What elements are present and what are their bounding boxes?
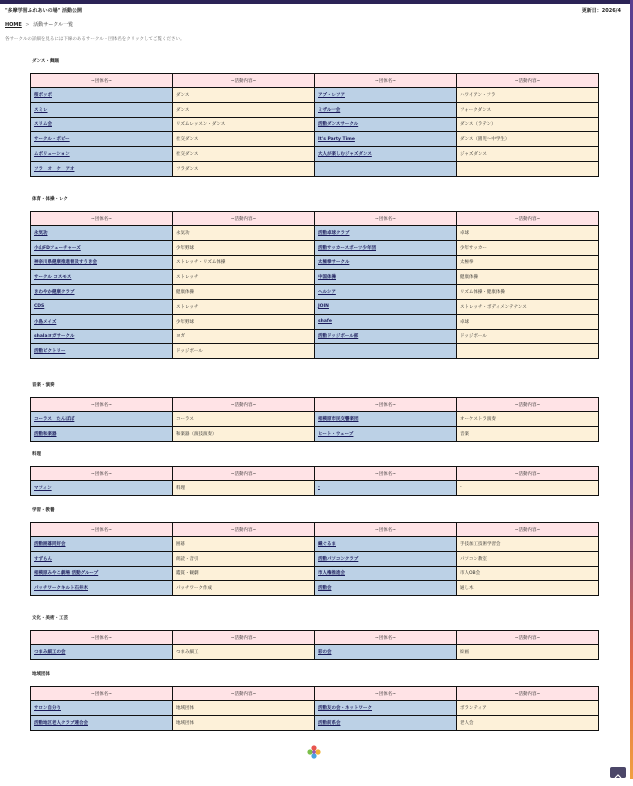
circle-name-cell	[315, 226, 457, 241]
activity-cell: 料理	[173, 481, 315, 496]
circle-name-cell	[315, 551, 457, 566]
circle-name-link[interactable]: 活動囲碁同好会	[34, 541, 66, 547]
circle-name-cell	[31, 270, 173, 285]
circle-name-cell	[315, 329, 457, 344]
circle-table	[30, 397, 599, 442]
column-header-name: ~団体名~	[31, 212, 173, 226]
circle-name-link[interactable]: 相模原みやこ劇場 活動グループ	[34, 571, 99, 577]
top-border	[0, 0, 633, 4]
activity-cell: 健康体操	[457, 270, 599, 285]
activity-cell: コーラス	[173, 412, 315, 427]
circle-name-link[interactable]: すずらん	[34, 556, 53, 562]
circle-name-link[interactable]: ヘルシア	[318, 290, 336, 296]
column-header-name: ~団体名~	[31, 398, 173, 412]
activity-cell: 地域団体	[173, 715, 315, 730]
circle-name-cell	[315, 285, 457, 300]
column-header-activity: ~活動内容~	[457, 631, 599, 645]
circle-name-cell	[315, 645, 457, 660]
circle-name-cell	[31, 132, 173, 147]
circle-name-link[interactable]: 織ぐるま	[318, 541, 336, 547]
table-header-row	[31, 467, 599, 481]
circle-name-link[interactable]: サロン自分り	[34, 705, 61, 711]
column-header-name: ~団体名~	[315, 687, 457, 701]
circle-name-cell	[31, 566, 173, 581]
circle-name-link[interactable]: スミレ	[34, 107, 48, 113]
activity-cell: 和楽器（演技演奏）	[173, 426, 315, 441]
circle-name-link[interactable]: 活動地区老人クラブ連合会	[34, 720, 88, 726]
circle-name-cell	[31, 102, 173, 117]
column-header-activity: ~活動内容~	[173, 74, 315, 88]
circle-name-link[interactable]: 活動ダンスサークル	[318, 122, 359, 128]
table-row	[31, 299, 599, 314]
column-header-activity: ~活動内容~	[457, 687, 599, 701]
circle-name-link[interactable]: スリム会	[34, 122, 52, 128]
breadcrumb	[5, 21, 73, 28]
column-header-name: ~団体名~	[315, 523, 457, 537]
column-header-activity: ~活動内容~	[457, 523, 599, 537]
updated-date: 更新日：2026/4	[581, 8, 621, 14]
circle-name-cell	[31, 161, 173, 176]
circle-name-cell	[31, 701, 173, 716]
circle-name-link[interactable]: つまみ細工の会	[34, 649, 66, 655]
circle-name-link[interactable]: ヒート・ウェーブ	[318, 431, 354, 437]
table-row	[31, 88, 599, 103]
activity-cell: 社交ダンス	[173, 147, 315, 162]
circle-name-cell	[315, 537, 457, 552]
table-row	[31, 701, 599, 716]
table-header-row	[31, 631, 599, 645]
circle-name-cell	[31, 715, 173, 730]
section	[30, 196, 599, 359]
circle-table	[30, 466, 599, 496]
table-header-row	[31, 523, 599, 537]
circle-name-link[interactable]: 神奈川県健康推進普及すうき会	[34, 260, 97, 266]
activity-cell: 老人会	[457, 715, 599, 730]
activity-cell: パッチワーク作成	[173, 581, 315, 596]
circle-name-link[interactable]: shafe	[318, 319, 332, 325]
column-header-activity: ~活動内容~	[457, 398, 599, 412]
circle-name-cell	[31, 551, 173, 566]
circle-name-cell	[315, 481, 457, 496]
activity-cell: 卓球	[457, 226, 599, 241]
circle-name-cell	[315, 426, 457, 441]
circle-name-link[interactable]: -	[318, 485, 320, 491]
table-row	[31, 285, 599, 300]
activity-cell: ドッジボール	[457, 329, 599, 344]
table-row	[31, 426, 599, 441]
table-header-row	[31, 212, 599, 226]
section-title: 地域団体	[32, 672, 50, 677]
circle-name-link[interactable]: アブ・レフア	[318, 92, 345, 98]
circle-name-cell	[31, 147, 173, 162]
table-row	[31, 645, 599, 660]
table-row	[31, 581, 599, 596]
circle-name-cell	[315, 270, 457, 285]
table-header-row	[31, 74, 599, 88]
circle-name-link[interactable]: 永気功	[34, 230, 48, 236]
activity-cell: 音楽	[457, 426, 599, 441]
page-title: "多摩学習ふれあいの場" 活動公開	[5, 8, 82, 14]
table-row	[31, 102, 599, 117]
column-header-name: ~団体名~	[31, 687, 173, 701]
activity-cell: ストレッチ・ボディメンテナンス	[457, 299, 599, 314]
circle-name-cell	[315, 344, 457, 359]
activity-cell: 朗読・音引	[173, 551, 315, 566]
table-row	[31, 161, 599, 176]
activity-cell: 手技加工技術学習会	[457, 537, 599, 552]
column-header-activity: ~活動内容~	[457, 74, 599, 88]
circle-name-cell	[315, 581, 457, 596]
breadcrumb-current: 活動サークル一覧	[33, 22, 74, 28]
circle-name-cell	[31, 299, 173, 314]
circle-name-link[interactable]: 活動和楽器	[34, 431, 57, 437]
column-header-name: ~団体名~	[31, 523, 173, 537]
breadcrumb-home-link[interactable]: HOME	[5, 22, 22, 28]
activity-cell: 市人OB会	[457, 566, 599, 581]
table-row	[31, 226, 599, 241]
activity-cell	[457, 161, 599, 176]
table-row	[31, 412, 599, 427]
circle-name-link[interactable]: 活動友の会・ネットワーク	[318, 705, 372, 711]
activity-cell: フラダンス	[173, 161, 315, 176]
circle-table	[30, 211, 599, 359]
circle-table	[30, 73, 599, 177]
activity-cell: 卓球	[457, 314, 599, 329]
table-row	[31, 344, 599, 359]
circle-name-cell	[31, 344, 173, 359]
table-row	[31, 329, 599, 344]
circle-name-link[interactable]: サークル コスモス	[34, 275, 72, 281]
circle-name-cell	[315, 715, 457, 730]
column-header-name: ~団体名~	[315, 467, 457, 481]
column-header-activity: ~活動内容~	[173, 212, 315, 226]
circle-table	[30, 522, 599, 596]
scroll-to-top-button[interactable]	[610, 767, 626, 778]
table-row	[31, 240, 599, 255]
circle-name-link[interactable]: フラ オ ケ アオ	[34, 166, 75, 172]
circle-name-link[interactable]: 小島メイズ	[34, 319, 57, 325]
activity-cell: ハワイアン・フラ	[457, 88, 599, 103]
circle-table	[30, 686, 599, 731]
table-row	[31, 715, 599, 730]
table-header-row	[31, 398, 599, 412]
column-header-activity: ~活動内容~	[173, 398, 315, 412]
column-header-name: ~団体名~	[315, 74, 457, 88]
circle-name-link[interactable]: CDS	[34, 304, 45, 310]
section-title: 料理	[32, 452, 41, 457]
circle-name-cell	[31, 255, 173, 270]
activity-cell: ダンス	[173, 102, 315, 117]
activity-cell: -	[457, 481, 599, 496]
activity-cell: つまみ細工	[173, 645, 315, 660]
circle-name-cell	[315, 161, 457, 176]
table-row	[31, 314, 599, 329]
circle-name-link[interactable]: shalaヨガサークル	[34, 334, 75, 340]
circle-table	[30, 630, 599, 660]
section	[30, 507, 599, 596]
column-header-name: ~団体名~	[315, 631, 457, 645]
column-header-name: ~団体名~	[315, 398, 457, 412]
activity-cell: 通し木	[457, 581, 599, 596]
circle-name-link[interactable]: 市人権推進会	[318, 571, 345, 577]
circle-name-link[interactable]: 大人が楽しむジャズダンス	[318, 152, 372, 158]
activity-cell: 囲碁	[173, 537, 315, 552]
column-header-activity: ~活動内容~	[457, 212, 599, 226]
circle-name-cell	[31, 226, 173, 241]
circle-name-cell	[315, 147, 457, 162]
activity-cell: ダンス	[173, 88, 315, 103]
activity-cell: ダンス（ラテン）	[457, 117, 599, 132]
circle-name-link[interactable]: 小山FDフューチャーズ	[34, 245, 81, 251]
circle-name-cell	[315, 412, 457, 427]
column-header-name: ~団体名~	[31, 467, 173, 481]
table-row	[31, 147, 599, 162]
circle-name-cell	[31, 88, 173, 103]
circle-name-link[interactable]: ミザル一会	[318, 107, 341, 113]
section-title: 音楽・演奏	[32, 383, 55, 388]
table-header-row	[31, 687, 599, 701]
activity-cell: オーケストラ演奏	[457, 412, 599, 427]
table-row	[31, 481, 599, 496]
circle-name-cell	[31, 117, 173, 132]
circle-name-cell	[315, 701, 457, 716]
circle-name-link[interactable]: 活動ドッジボール部	[318, 334, 359, 340]
column-header-name: ~団体名~	[31, 631, 173, 645]
activity-cell: ストレッチ・リズム体操	[173, 255, 315, 270]
chevron-up-icon	[610, 771, 626, 782]
circle-name-cell	[315, 299, 457, 314]
activity-cell: パソコン教室	[457, 551, 599, 566]
activity-cell: リズムレッスン・ダンス	[173, 117, 315, 132]
circle-name-cell	[31, 240, 173, 255]
circle-name-cell	[31, 412, 173, 427]
section-title: ダンス・舞踊	[32, 59, 59, 64]
section	[30, 382, 599, 442]
activity-cell: 地域団体	[173, 701, 315, 716]
circle-name-link[interactable]: 活動会	[318, 586, 332, 592]
activity-cell: ヨガ	[173, 329, 315, 344]
activity-cell: ダンス（園児～中学生）	[457, 132, 599, 147]
section	[30, 671, 599, 731]
activity-cell: 社交ダンス	[173, 132, 315, 147]
column-header-name: ~団体名~	[315, 212, 457, 226]
section	[30, 615, 599, 660]
activity-cell: 少年野球	[173, 314, 315, 329]
circle-name-cell	[315, 240, 457, 255]
circle-name-cell	[315, 132, 457, 147]
column-header-activity: ~活動内容~	[173, 467, 315, 481]
circle-name-link[interactable]: 活動サッカースポーツ少年団	[318, 245, 377, 251]
circle-name-cell	[31, 645, 173, 660]
site-logo-icon	[306, 744, 322, 760]
table-row	[31, 270, 599, 285]
section	[30, 451, 599, 496]
section-title: 文化・美術・工芸	[32, 616, 68, 621]
circle-name-cell	[31, 329, 173, 344]
circle-name-link[interactable]: It's Party Time	[318, 136, 355, 142]
activity-cell: フォークダンス	[457, 102, 599, 117]
circle-name-link[interactable]: 活動ビクトリー	[34, 349, 66, 355]
circle-name-link[interactable]: パッチワークキルト石井木	[34, 586, 88, 592]
breadcrumb-separator: >	[25, 22, 30, 28]
activity-cell: 少年野球	[173, 240, 315, 255]
circle-name-cell	[31, 314, 173, 329]
activity-cell: 太極拳	[457, 255, 599, 270]
table-row	[31, 551, 599, 566]
circle-name-cell	[315, 88, 457, 103]
section	[30, 58, 599, 177]
circle-name-link[interactable]: 太極拳サークル	[318, 260, 350, 266]
circle-name-link[interactable]: 活動パソコンクラブ	[318, 556, 359, 562]
section-title: 学習・教養	[32, 508, 55, 513]
circle-name-cell	[31, 426, 173, 441]
circle-name-link[interactable]: 彩の会	[318, 649, 332, 655]
circle-name-link[interactable]: 活動卓球クラブ	[318, 230, 350, 236]
column-header-name: ~団体名~	[31, 74, 173, 88]
table-row	[31, 132, 599, 147]
circle-name-link[interactable]: サークル・ポピー	[34, 137, 70, 143]
table-row	[31, 537, 599, 552]
column-header-activity: ~活動内容~	[173, 687, 315, 701]
activity-cell: 鑑賞・観劇	[173, 566, 315, 581]
table-row	[31, 255, 599, 270]
circle-name-cell	[31, 581, 173, 596]
activity-cell: ストレッチ	[173, 299, 315, 314]
activity-cell: ドッジボール	[173, 344, 315, 359]
table-row	[31, 117, 599, 132]
circle-name-link[interactable]: きわやか健康クラブ	[34, 290, 75, 296]
circle-name-link[interactable]: 中国体操	[318, 275, 336, 281]
column-header-activity: ~活動内容~	[173, 523, 315, 537]
circle-name-link[interactable]: 活動前系会	[318, 720, 341, 726]
circle-name-cell	[315, 566, 457, 581]
column-header-activity: ~活動内容~	[173, 631, 315, 645]
circle-name-link[interactable]: コーラス たんぽぽ	[34, 416, 75, 422]
circle-name-link[interactable]: 桜ボッポ	[34, 92, 52, 98]
activity-cell: 絵画	[457, 645, 599, 660]
circle-name-link[interactable]: ムボリューション	[34, 152, 70, 158]
circle-name-cell	[315, 117, 457, 132]
activity-cell: ジャズダンス	[457, 147, 599, 162]
activity-cell: ボランティア	[457, 701, 599, 716]
circle-name-link[interactable]: JOIN	[318, 304, 329, 310]
circle-name-cell	[31, 481, 173, 496]
circle-name-link[interactable]: 相模原市民交響楽団	[318, 416, 359, 422]
activity-cell: 健康体操	[173, 285, 315, 300]
circle-name-cell	[31, 537, 173, 552]
section-title: 体育・体操・レク	[32, 197, 68, 202]
activity-cell: ストレッチ	[173, 270, 315, 285]
activity-cell	[457, 344, 599, 359]
table-row	[31, 566, 599, 581]
circle-name-cell	[315, 102, 457, 117]
circle-name-link[interactable]: マフィン	[34, 485, 52, 491]
circle-name-cell	[315, 314, 457, 329]
activity-cell: リズム体操・健康体操	[457, 285, 599, 300]
intro-text: 各サークルの詳細を見るには下線のあるサークル・団体名をクリックしてご覧ください。	[5, 37, 185, 42]
circle-name-cell	[31, 285, 173, 300]
activity-cell: 永気功	[173, 226, 315, 241]
column-header-activity: ~活動内容~	[457, 467, 599, 481]
activity-cell: 少年サッカー	[457, 240, 599, 255]
circle-name-cell	[315, 255, 457, 270]
